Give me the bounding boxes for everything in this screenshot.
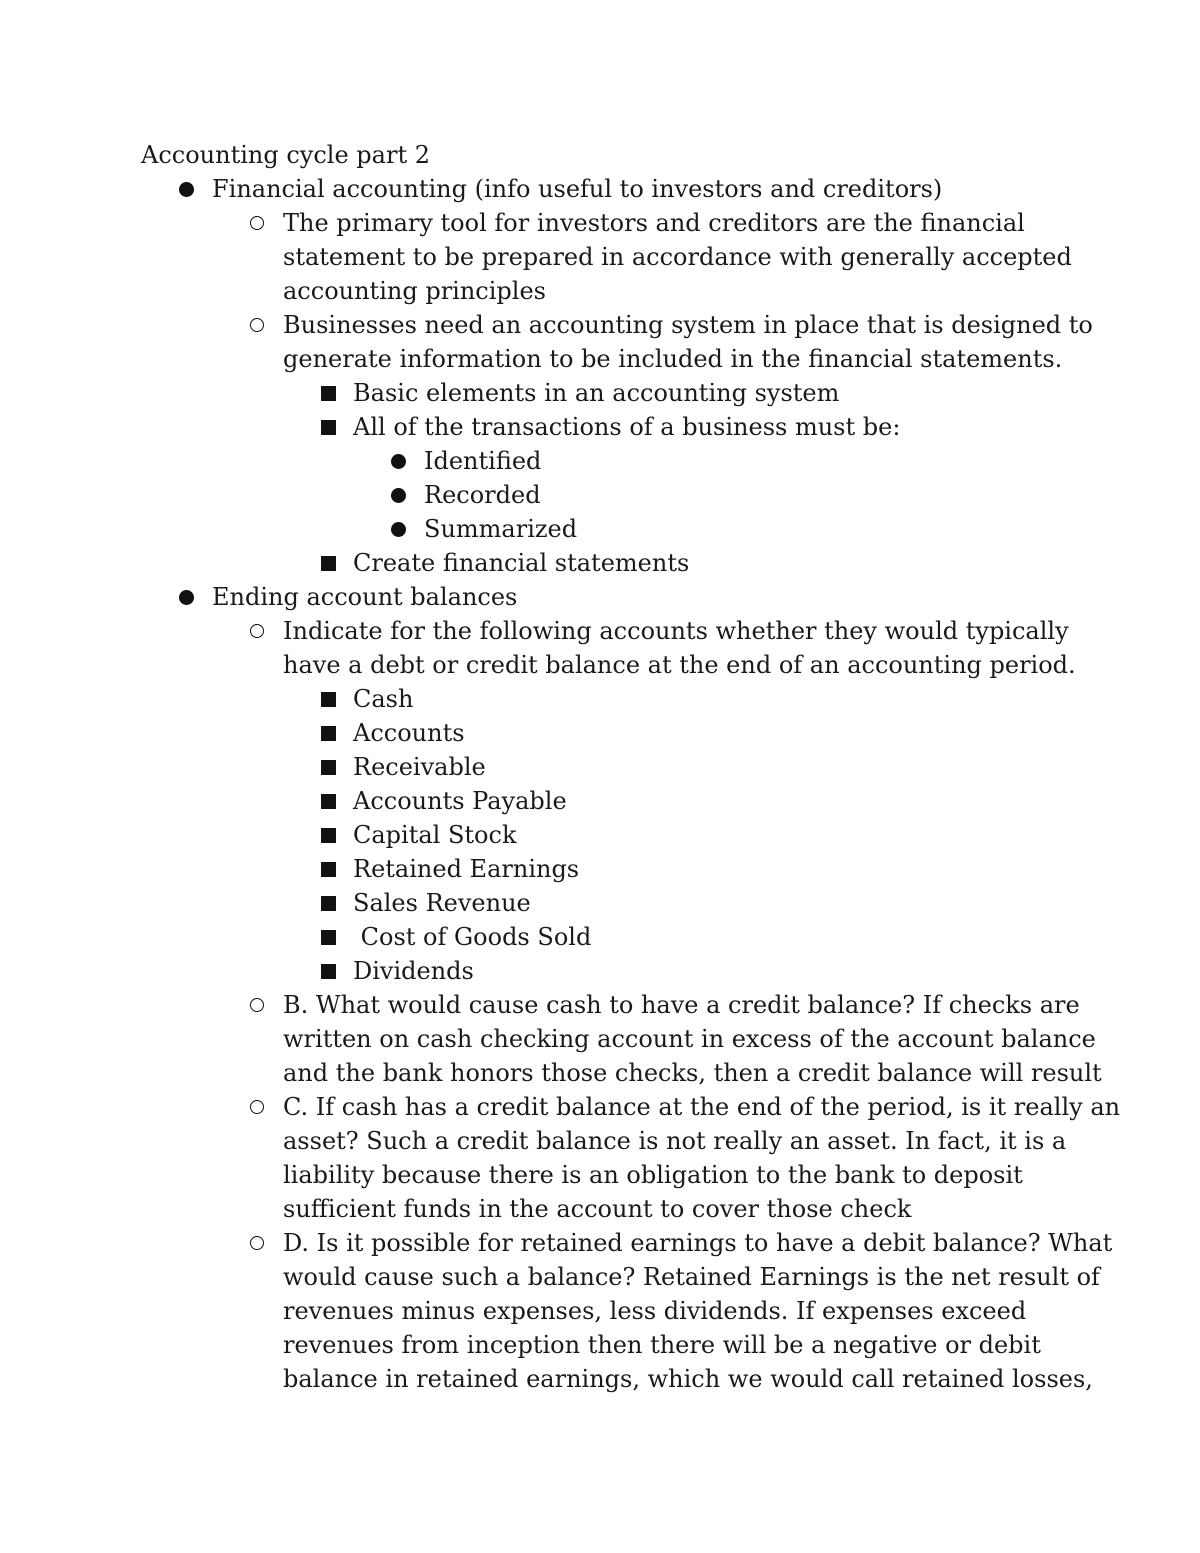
square-bullet-icon (321, 862, 336, 877)
list-item-text: Accounts (353, 719, 465, 747)
filled-circle-bullet-icon (179, 590, 194, 605)
list-item (0, 750, 1200, 784)
filled-circle-bullet-icon (391, 522, 406, 537)
list-item-text: Sales Revenue (353, 889, 531, 917)
square-bullet-icon (321, 692, 336, 707)
list-item (0, 308, 1200, 376)
list-item (0, 546, 1200, 580)
paragraph-line: D. Is it possible for retained earnings to have a debit balance? What (283, 1229, 1113, 1257)
list-item (0, 920, 1200, 954)
list-item (0, 954, 1200, 988)
list-item (0, 478, 1200, 512)
square-bullet-icon (321, 930, 336, 945)
list-item-text: Summarized (424, 515, 578, 543)
list-item-text: Recorded (424, 481, 541, 509)
filled-circle-bullet-icon (391, 488, 406, 503)
list-item (0, 1226, 1200, 1396)
square-bullet-icon (321, 828, 336, 843)
paragraph-line: and the bank honors those checks, then a credit balance will result (283, 1059, 1102, 1087)
square-bullet-icon (321, 896, 336, 911)
paragraph-line: asset? Such a credit balance is not really an asset. In fact, it is a (283, 1127, 1067, 1155)
hollow-circle-bullet-icon (250, 1100, 264, 1114)
list-item (0, 376, 1200, 410)
square-bullet-icon (321, 964, 336, 979)
paragraph-line: generate information to be included in the financial statements. (283, 345, 1063, 373)
list-item-text: Dividends (353, 957, 474, 985)
list-item (0, 410, 1200, 444)
filled-circle-bullet-icon (391, 454, 406, 469)
paragraph-line: sufficient funds in the account to cover those check (283, 1195, 912, 1223)
list-item-text: All of the transactions of a business must be: (353, 413, 901, 441)
hollow-circle-bullet-icon (250, 318, 264, 332)
paragraph-line: Businesses need an accounting system in place that is designed to (283, 311, 1093, 339)
paragraph-line: written on cash checking account in excess of the account balance (283, 1025, 1096, 1053)
hollow-circle-bullet-icon (250, 216, 264, 230)
paragraph-line: liability because there is an obligation to the bank to deposit (283, 1161, 1023, 1189)
square-bullet-icon (321, 420, 336, 435)
list-item (0, 988, 1200, 1090)
list-item-text: Capital Stock (353, 821, 517, 849)
list-item (0, 784, 1200, 818)
paragraph-line: revenues from inception then there will be a negative or debit (283, 1331, 1041, 1359)
square-bullet-icon (321, 794, 336, 809)
paragraph-line: revenues minus expenses, less dividends. If expenses exceed (283, 1297, 1027, 1325)
filled-circle-bullet-icon (179, 182, 194, 197)
hollow-circle-bullet-icon (250, 1236, 264, 1250)
list-item-text: Create financial statements (353, 549, 690, 577)
paragraph-line: have a debt or credit balance at the end of an accounting period. (283, 651, 1076, 679)
list-item-text: Receivable (353, 753, 486, 781)
section-heading-text: Financial accounting (info useful to investors and creditors) (212, 175, 943, 203)
paragraph-line: Indicate for the following accounts whether they would typically (283, 617, 1069, 645)
paragraph-line: balance in retained earnings, which we would call retained losses, (283, 1365, 1093, 1393)
list-item-text: Accounts Payable (353, 787, 567, 815)
list-item (0, 614, 1200, 682)
section-heading-text: Ending account balances (212, 583, 518, 611)
paragraph-line: statement to be prepared in accordance with generally accepted (283, 243, 1072, 271)
list-item (0, 512, 1200, 546)
hollow-circle-bullet-icon (250, 998, 264, 1012)
list-item-text: Cost of Goods Sold (353, 923, 592, 951)
square-bullet-icon (321, 760, 336, 775)
paragraph-line: would cause such a balance? Retained Earnings is the net result of (283, 1263, 1100, 1291)
list-item (0, 716, 1200, 750)
list-item (0, 206, 1200, 308)
hollow-circle-bullet-icon (250, 624, 264, 638)
paragraph-line: B. What would cause cash to have a credit balance? If checks are (283, 991, 1080, 1019)
paragraph-line: accounting principles (283, 277, 546, 305)
list-item (0, 886, 1200, 920)
section-heading (0, 580, 1200, 614)
list-item-text: Identified (424, 447, 542, 475)
square-bullet-icon (321, 386, 336, 401)
paragraph-line: C. If cash has a credit balance at the end of the period, is it really an (283, 1093, 1121, 1121)
outline-list (0, 172, 1200, 1396)
list-item-text: Cash (353, 685, 414, 713)
document-title: Accounting cycle part 2 (141, 141, 430, 169)
square-bullet-icon (321, 726, 336, 741)
square-bullet-icon (321, 556, 336, 571)
list-item (0, 818, 1200, 852)
list-item (0, 444, 1200, 478)
list-item (0, 1090, 1200, 1226)
list-item (0, 852, 1200, 886)
section-heading (0, 172, 1200, 206)
list-item-text: Basic elements in an accounting system (353, 379, 840, 407)
paragraph-line: The primary tool for investors and creditors are the financial (283, 209, 1025, 237)
list-item-text: Retained Earnings (353, 855, 580, 883)
list-item (0, 682, 1200, 716)
